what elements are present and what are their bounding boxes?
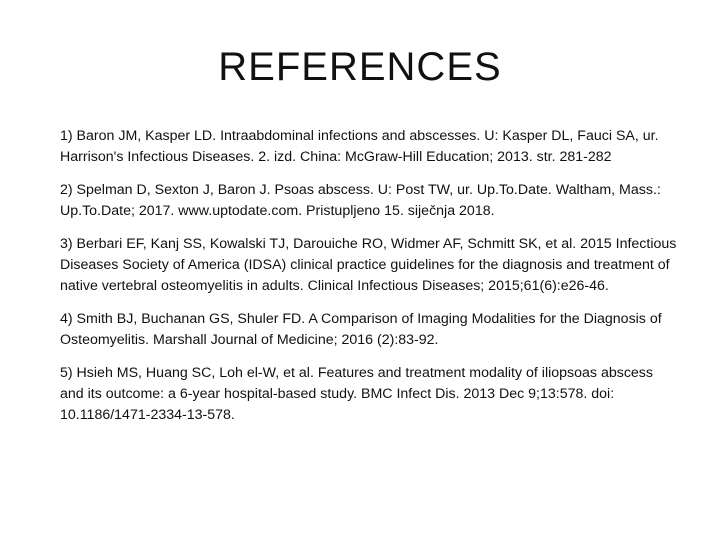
reference-item: 2) Spelman D, Sexton J, Baron J. Psoas abscess. U: Post TW, ur. Up.To.Date. Waltham, Mass.: Up.To.Date; 2017. www.uptodate.com. Pristupljeno 15. siječnja 2018. [60,182,661,219]
reference-list [60,126,680,438]
reference-item: 3) Berbari EF, Kanj SS, Kowalski TJ, Darouiche RO, Widmer AF, Schmitt SK, et al. 2015 Infectious Diseases Society of America (IDSA) clinical practice guidelines for the diagnosis and treatment of native vertebral osteomyelitis in adults. Clinical Infectious Diseases; 2015;61(6):e26-46. [60,236,677,294]
slide-title: REFERENCES [218,45,502,89]
reference-item: 1) Baron JM, Kasper LD. Intraabdominal infections and abscesses. U: Kasper DL, Fauci SA, ur. Harrison's Infectious Diseases. 2. izd. China: McGraw-Hill Education; 2013. str. 281-282 [60,128,659,165]
reference-item: 4) Smith BJ, Buchanan GS, Shuler FD. A Comparison of Imaging Modalities for the Diagnosis of Osteomyelitis. Marshall Journal of Medicine; 2016 (2):83-92. [60,311,662,348]
reference-item: 5) Hsieh MS, Huang SC, Loh el-W, et al. Features and treatment modality of iliopsoas abscess and its outcome: a 6-year hospital-based study. BMC Infect Dis. 2013 Dec 9;13:578. doi: 10.1186/1471-2334-13-578. [60,365,653,423]
